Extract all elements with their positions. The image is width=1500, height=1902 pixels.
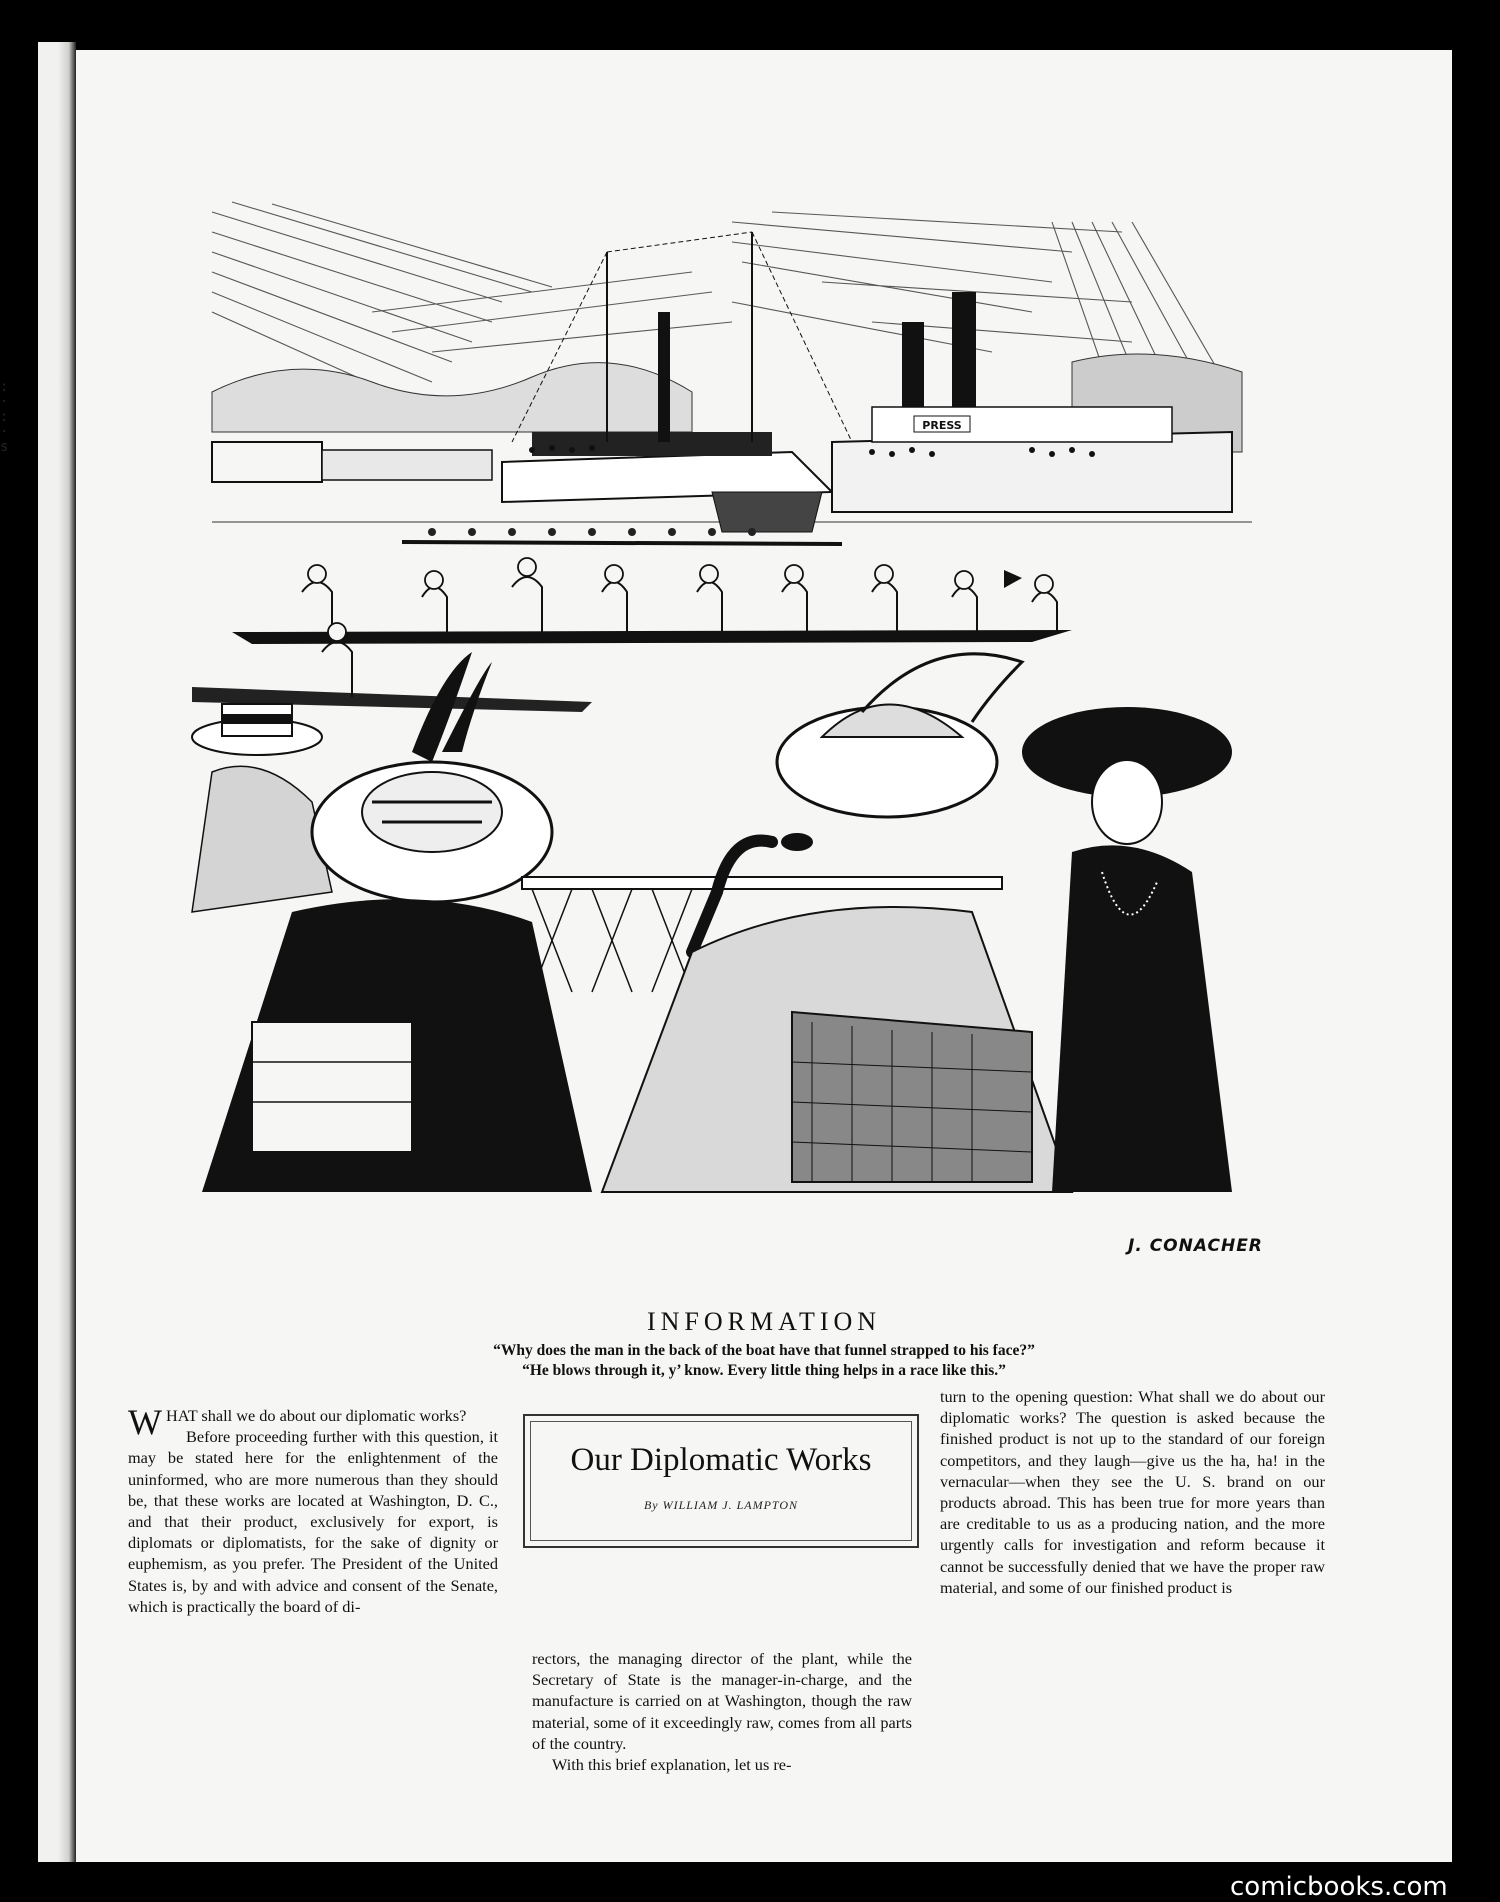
article-column-3 (940, 1386, 1325, 1598)
press-sign: PRESS (922, 419, 962, 432)
column-3-paragraph-1: turn to the opening question: What shall we do about our diplomatic works? The question is asked because the finished product is not up to the standard of our foreign competitors, and they laugh—give us the ha, ha! in the vernacular—when they see the U. S. brand on our products abroad. This has been true for more years than are creditable to us as a producing nation, and the more urgently calls for investigation and reform because it cannot be successfully denied that we have the proper raw material, and some of our finished product is (940, 1387, 1325, 1597)
rowing-race-illustration (172, 192, 1354, 1284)
cartoon-title: INFORMATION (646, 1307, 882, 1336)
article-title-box (523, 1414, 919, 1548)
column-2-paragraph-2: With this brief explanation, let us re- (552, 1755, 792, 1775)
drop-cap: W (128, 1402, 162, 1442)
page-fold (58, 42, 76, 1862)
site-watermark: comicbooks.com (1230, 1872, 1448, 1902)
cartoon-caption-line-1: “Why does the man in the back of the boat have that funnel strapped to his face?” (493, 1342, 1035, 1359)
magazine-page (76, 50, 1452, 1862)
artist-signature: J. CONACHER (1128, 1236, 1263, 1256)
cartoon-caption-line-2: “He blows through it, y’ know. Every little thing helps in a race like this.” (522, 1362, 1006, 1379)
column-1-paragraph-1: HAT shall we do about our diplomatic works? (165, 1406, 467, 1425)
article-column-1 (128, 1402, 498, 1617)
column-1-paragraph-2: Before proceeding further with this question, it may be stated here for the enlightenment of the uninformed, who are more numerous than they should be, that these works are located at Washington, D. C., and that their product, exclusively for export, is diplomats or diplomatists, for the sake of dignity or euphemism, as you prefer. The President of the United States is, by and with advice and consent of the Senate, which is practically the board of di- (128, 1427, 498, 1616)
article-title: Our Diplomatic Works (570, 1442, 872, 1478)
article-column-2 (532, 1648, 912, 1775)
left-margin-marks: : · : · s (0, 379, 9, 455)
article-byline: By WILLIAM J. LAMPTON (643, 1498, 799, 1512)
column-2-paragraph-1: rectors, the managing director of the plant, while the Secretary of State is the manager-in-charge, and the manufacture is carried on at Washington, though the raw material, some of it exceedingly raw, comes from all parts of the country. (532, 1649, 912, 1753)
